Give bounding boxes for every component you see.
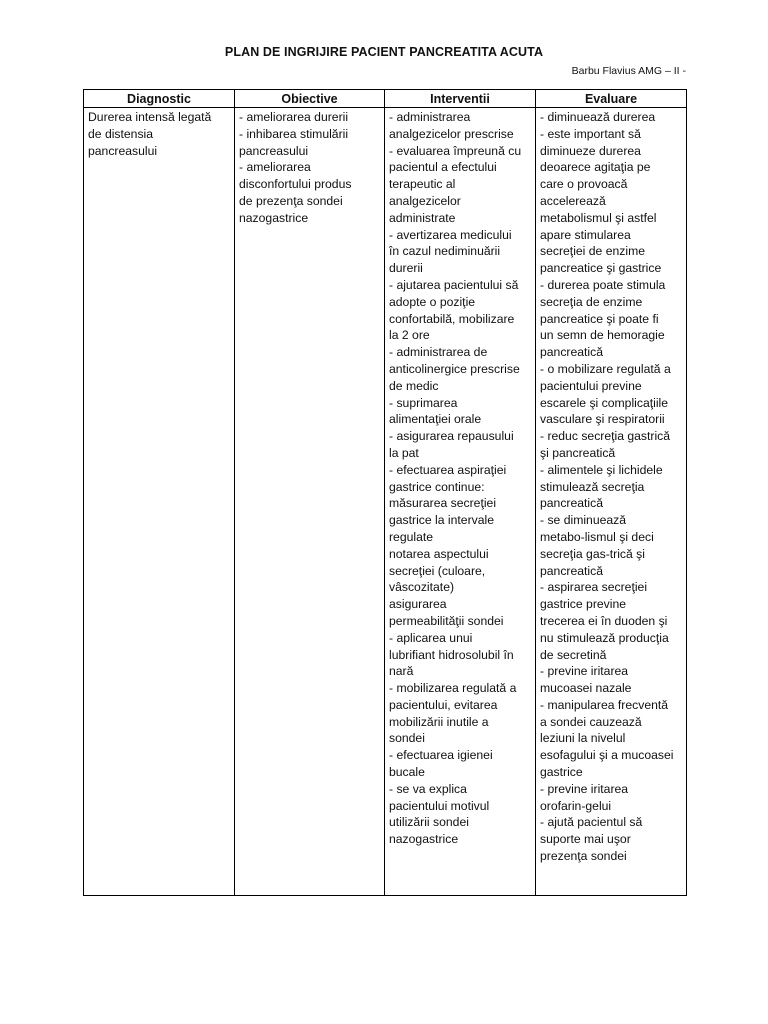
- cell-text-line: nu stimulează producţia: [540, 630, 669, 645]
- cell-text-line: secreţiei de enzime: [540, 244, 645, 259]
- cell-text-line: vasculare şi respiratorii: [540, 412, 665, 427]
- cell-text-line: - mobilizarea regulată a: [389, 681, 517, 696]
- cell-text-line: - ameliorarea: [239, 160, 311, 175]
- cell-text-line: esofagului şi a mucoasei: [540, 748, 674, 763]
- cell-text-line: gastrice continue:: [389, 479, 485, 494]
- cell-text-line: suporte mai uşor: [540, 832, 631, 847]
- cell-text-line: administrate: [389, 210, 456, 225]
- cell-text-line: mobilizării inutile a: [389, 714, 489, 729]
- cell-text-line: terapeutic al: [389, 177, 456, 192]
- cell-evaluare: [536, 108, 687, 896]
- cell-text-line: disconfortului produs: [239, 177, 352, 192]
- cell-text-line: asigurarea: [389, 597, 447, 612]
- cell-text-line: confortabilă, mobilizare: [389, 311, 515, 326]
- cell-text-line: diminueze durerea: [540, 143, 641, 158]
- table-row: [84, 108, 687, 896]
- cell-text-line: de secretină: [540, 647, 607, 662]
- cell-text-line: la pat: [389, 445, 419, 460]
- table-header-row: [84, 90, 687, 108]
- cell-text-line: de prezenţa sondei: [239, 193, 343, 208]
- cell-text-line: leziuni la nivelul: [540, 731, 626, 746]
- cell-text-line: pacientului motivul: [389, 798, 490, 813]
- cell-text-line: - evaluarea împreună cu: [389, 143, 522, 158]
- cell-text-line: Durerea intensă legată: [88, 110, 212, 124]
- cell-text-line: escarele şi complicaţiile: [540, 395, 669, 410]
- cell-text-line: - ameliorarea durerii: [239, 110, 349, 124]
- cell-text-line: prezenţa sondei: [540, 849, 627, 864]
- cell-text-line: notarea aspectului: [389, 546, 489, 561]
- cell-text-line: - efectuarea igienei: [389, 748, 493, 763]
- cell-text-line: regulate: [389, 529, 434, 544]
- cell-text-line: - avertizarea medicului: [389, 227, 512, 242]
- cell-text-line: pacientului previne: [540, 378, 642, 393]
- cell-text-line: de medic: [389, 378, 439, 393]
- cell-text-line: analgezicelor prescrise: [389, 126, 514, 141]
- cell-text-line: pancreatice şi poate fi: [540, 311, 659, 326]
- cell-text-line: care o provoacă: [540, 177, 628, 192]
- cell-text-line: analgezicelor: [389, 193, 461, 208]
- cell-text-line: stimulează secreţia: [540, 479, 645, 494]
- cell-text-line: - manipularea frecventă: [540, 697, 669, 712]
- cell-text-line: orofarin-gelui: [540, 798, 612, 813]
- cell-interventii: [385, 108, 536, 896]
- cell-text-line: anticolinergice prescrise: [389, 361, 520, 376]
- cell-text-line: - inhibarea stimulării: [239, 126, 349, 141]
- cell-diagnostic: [84, 108, 235, 896]
- cell-text-line: secreţiei (culoare,: [389, 563, 486, 578]
- cell-text-line: nazogastrice: [239, 210, 309, 225]
- cell-text-line: - administrarea: [389, 110, 471, 124]
- cell-text-line: mucoasei nazale: [540, 681, 632, 696]
- cell-text-line: lubrifiant hidrosolubil în: [389, 647, 514, 662]
- cell-text-line: - se va explica: [389, 781, 467, 796]
- cell-text-line: pancreatice şi gastrice: [540, 261, 662, 276]
- cell-text-line: - reduc secreţia gastrică: [540, 429, 671, 444]
- cell-text-line: deoarece agitaţia pe: [540, 160, 651, 175]
- cell-text-line: - asigurarea repausului: [389, 429, 514, 444]
- cell-text-line: alimentaţiei orale: [389, 412, 482, 427]
- cell-text-line: - aplicarea unui: [389, 630, 473, 645]
- cell-text-line: pancreatică: [540, 496, 604, 511]
- cell-text-line: - previne iritarea: [540, 781, 629, 796]
- cell-text-line: nară: [389, 664, 414, 679]
- cell-text-line: vâscozitate): [389, 580, 455, 595]
- cell-text-line: - suprimarea: [389, 395, 458, 410]
- cell-text-line: durerii: [389, 261, 423, 276]
- cell-text-line: - se diminuează: [540, 513, 627, 528]
- cell-text-line: - aspirarea secreţiei: [540, 580, 648, 595]
- cell-text-line: secreţia de enzime: [540, 294, 643, 309]
- cell-text-line: metabo-lismul şi deci: [540, 529, 654, 544]
- cell-text-line: măsurarea secreţiei: [389, 496, 497, 511]
- header-interventii: Interventii: [385, 90, 536, 108]
- cell-text-line: un semn de hemoragie: [540, 328, 665, 343]
- cell-text-line: accelerează: [540, 193, 606, 208]
- cell-text-line: trecerea ei în duoden şi: [540, 613, 668, 628]
- cell-text-line: în cazul nediminuării: [389, 244, 501, 259]
- cell-text-line: - alimentele şi lichidele: [540, 462, 663, 477]
- cell-text-line: - este important să: [540, 126, 641, 141]
- cell-text-line: de distensia: [88, 126, 154, 141]
- cell-text-line: - ajutarea pacientului să: [389, 277, 519, 292]
- cell-text-line: utilizării sondei: [389, 815, 469, 830]
- cell-text-line: - efectuarea aspiraţiei: [389, 462, 507, 477]
- header-evaluare: Evaluare: [536, 90, 687, 108]
- cell-text-line: - o mobilizare regulată a: [540, 361, 671, 376]
- cell-text-line: şi pancreatică: [540, 445, 616, 460]
- cell-text-line: adopte o poziţie: [389, 294, 476, 309]
- cell-text-line: - administrarea de: [389, 345, 488, 360]
- cell-text-line: pacientul a efectului: [389, 160, 497, 175]
- header-diagnostic: Diagnostic: [84, 90, 235, 108]
- cell-text-line: metabolismul şi astfel: [540, 210, 657, 225]
- header-obiective: Obiective: [235, 90, 385, 108]
- cell-text-line: pacientului, evitarea: [389, 697, 498, 712]
- cell-text-line: a sondei cauzează: [540, 714, 642, 729]
- cell-text-line: - durerea poate stimula: [540, 277, 666, 292]
- cell-text-line: la 2 ore: [389, 328, 430, 343]
- author-line: Barbu Flavius AMG – II -: [571, 65, 686, 77]
- cell-text-line: secreţia gas-trică şi: [540, 546, 645, 561]
- cell-text-line: gastrice: [540, 765, 583, 780]
- cell-text-line: - diminuează durerea: [540, 110, 656, 124]
- document-title: PLAN DE INGRIJIRE PACIENT PANCREATITA ACUTA: [224, 45, 544, 59]
- cell-text-line: pancreasului: [239, 143, 309, 158]
- cell-text-line: nazogastrice: [389, 832, 459, 847]
- cell-text-line: pancreasului: [88, 143, 158, 158]
- cell-text-line: permeabilităţii sondei: [389, 613, 504, 628]
- care-plan-table: [83, 89, 687, 896]
- cell-text-line: - ajută pacientul să: [540, 815, 643, 830]
- cell-text-line: pancreatică: [540, 345, 604, 360]
- cell-text-line: gastrice previne: [540, 597, 627, 612]
- cell-text-line: apare stimularea: [540, 227, 631, 242]
- cell-text-line: sondei: [389, 731, 425, 746]
- cell-text-line: pancreatică: [540, 563, 604, 578]
- cell-text-line: gastrice la intervale: [389, 513, 494, 528]
- cell-obiective: [235, 108, 385, 896]
- cell-text-line: bucale: [389, 765, 425, 780]
- cell-text-line: - previne iritarea: [540, 664, 629, 679]
